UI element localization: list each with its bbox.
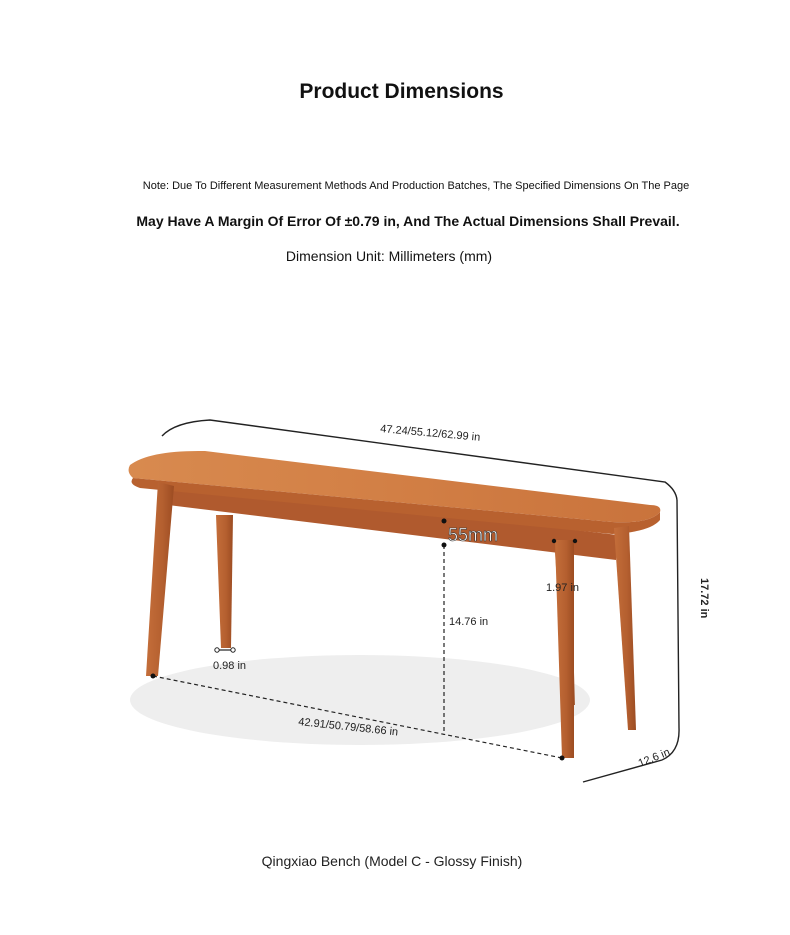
bottom-length-label: 42.91/50.79/58.66 in <box>297 716 399 739</box>
rear-right-leg <box>614 526 636 730</box>
leg-foot-start-dot <box>215 648 219 652</box>
top-thickness-end-dot <box>442 543 447 548</box>
leg-foot-label: 0.98 in <box>213 660 247 672</box>
leg-width-label: 1.97 in <box>546 582 580 594</box>
top-thickness-label: 55mm <box>448 525 499 545</box>
depth-label: 12.6 in <box>636 746 672 770</box>
height-label: 17.72 in <box>698 578 710 619</box>
dimension-unit-text: Dimension Unit: Millimeters (mm) <box>285 248 493 264</box>
front-right-leg <box>555 540 574 758</box>
apron-height-label: 14.76 in <box>449 616 489 628</box>
height-line <box>662 500 679 760</box>
bottom-length-end-dot <box>560 756 565 761</box>
front-left-leg <box>146 482 174 676</box>
product-caption: Qingxiao Bench (Model C - Glossy Finish) <box>261 853 523 869</box>
back-left-leg <box>216 515 233 648</box>
top-length-label: 47.24/55.12/62.99 in <box>379 423 481 444</box>
page-title: Product Dimensions <box>299 80 504 103</box>
bottom-length-start-dot <box>151 674 156 679</box>
measurement-note: Note: Due To Different Measurement Methods And Production Batches, The Specified Dimensions On The Page <box>142 180 690 192</box>
top-thickness-start-dot <box>442 519 447 524</box>
leg-width-start-dot <box>552 539 556 543</box>
leg-width-end-dot <box>573 539 577 543</box>
leg-foot-end-dot <box>231 648 235 652</box>
margin-of-error-text: May Have A Margin Of Error Of ±0.79 in, And The Actual Dimensions Shall Prevail. <box>136 213 680 229</box>
